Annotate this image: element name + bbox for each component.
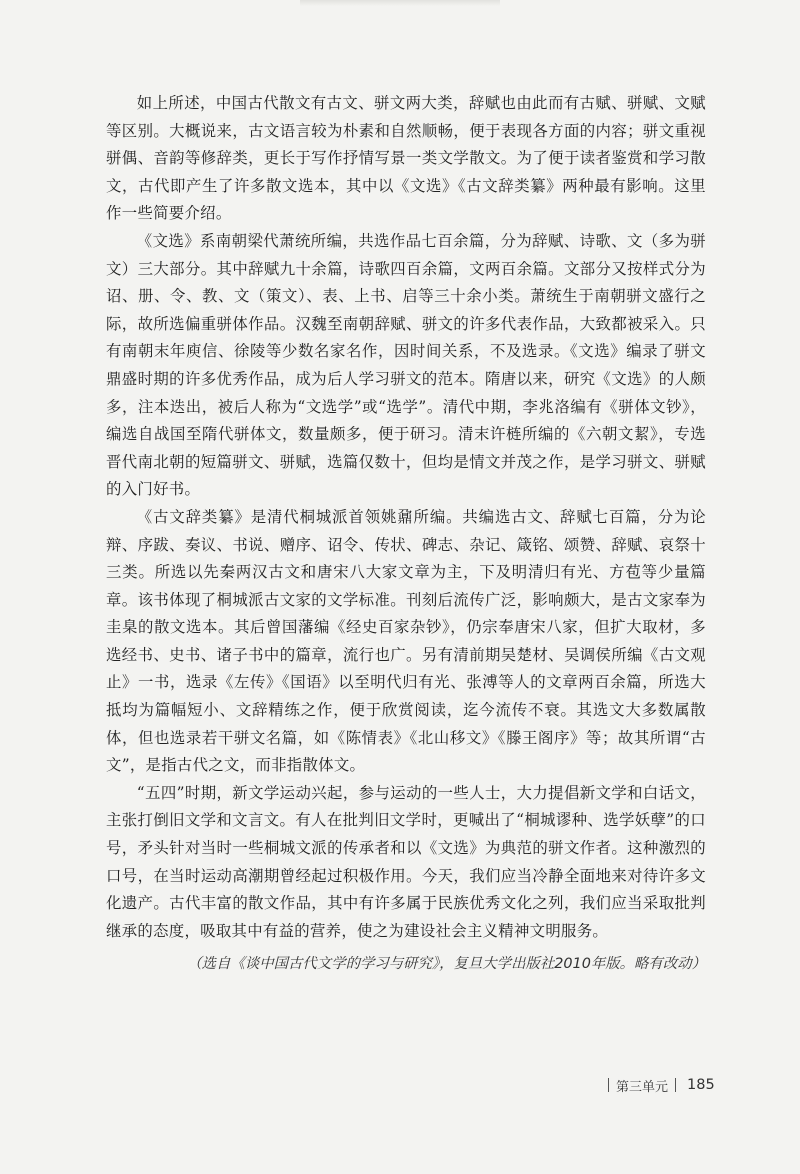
- page-number: 185: [687, 1077, 715, 1093]
- paragraph-may-fourth: “五四”时期，新文学运动兴起，参与运动的一些人士，大力提倡新文学和白话文，主张打倒旧文学和文言文。有人在批判旧文学时，更喊出了“桐城谬种、选学妖孽”的口号，矛头针对当时一些桐城文派的传承者和以《文选》为典范的骈文作者。这种激烈的口号，在当时运动高潮期曾经起过积极作用。今天，我们应当冷静全面地来对待许多文化遗产。古代丰富的散文作品，其中有许多属于民族优秀文化之列，我们应当采取批判继承的态度，吸取其中有益的营养，使之为建设社会主义精神文明服务。: [106, 783, 706, 940]
- page-footer: [608, 1073, 715, 1097]
- article-body: [106, 90, 706, 978]
- paragraph-wenxuan: 《文选》系南朝梁代萧统所编，共选作品七百余篇，分为辞赋、诗歌、文（多为骈文）三大部分。其中辞赋九十余篇，诗歌四百余篇，文两百余篇。文部分又按样式分为诏、册、令、教、文（策文）、表、上书、启等三十余小类。萧统生于南朝骈文盛行之际，故所选偏重骈体作品。汉魏至南朝辞赋、骈文的许多代表作品，大致都被采入。只有南朝末年庾信、徐陵等少数名家名作，因时间关系，不及选录。《文选》编录了骈文鼎盛时期的许多优秀作品，成为后人学习骈文的范本。隋唐以来，研究《文选》的人颇多，注本迭出，被后人称为“文选学”或“选学”。清代中期，李兆洛编有《骈体文钞》，编选自战国至隋代骈体文，数量颇多，便于研习。清末许梿所编的《六朝文絜》，专选晋代南北朝的短篇骈文、骈赋，选篇仅数十，但均是情文并茂之作，是学习骈文、骈赋的入门好书。: [106, 231, 706, 499]
- paragraph-intro: 如上所述，中国古代散文有古文、骈文两大类，辞赋也由此而有古赋、骈赋、文赋等区别。大概说来，古文语言较为朴素和自然顺畅，便于表现各方面的内容；骈文重视骈偶、音韵等修辞类，更长于写作抒情写景一类文学散文。为了便于读者鉴赏和学习散文，古代即产生了许多散文选本，其中以《文选》《古文辞类纂》两种最有影响。这里作一些简要介绍。: [106, 94, 706, 223]
- footer-divider-right: [675, 1078, 676, 1092]
- scan-edge-mark: [300, 0, 500, 6]
- paragraph-guwencileizuan: 《古文辞类纂》是清代桐城派首领姚鼐所编。共编选古文、辞赋七百篇，分为论辩、序跋、奏议、书说、赠序、诏令、传状、碑志、杂记、箴铭、颂赞、辞赋、哀祭十三类。所选以先秦两汉古文和唐宋八大家文章为主，下及明清归有光、方苞等少量篇章。该书体现了桐城派古文家的文学标准。刊刻后流传广泛，影响颇大，是古文家奉为圭臬的散文选本。其后曾国藩编《经史百家杂钞》，仍宗奉唐宋八家，但扩大取材，多选经书、史书、诸子书中的篇章，流行也广。另有清前期吴楚材、吴调侯所编《古文观止》一书，选录《左传》《国语》以至明代归有光、张溥等人的文章两百余篇，所选大抵均为篇幅短小、文辞精练之作，便于欣赏阅读，迄今流传不衰。其选文大多数属散体，但也选录若干骈文名篇，如《陈情表》《北山移文》《滕王阁序》等；故其所谓“古文”，是指古代之文，而非指散体文。: [106, 507, 706, 775]
- footer-divider-left: [608, 1078, 609, 1092]
- unit-label: 第三单元: [616, 1079, 669, 1095]
- source-citation: （选自《谈中国古代文学的学习与研究》，复旦大学出版社2010年版。略有改动）: [187, 956, 706, 973]
